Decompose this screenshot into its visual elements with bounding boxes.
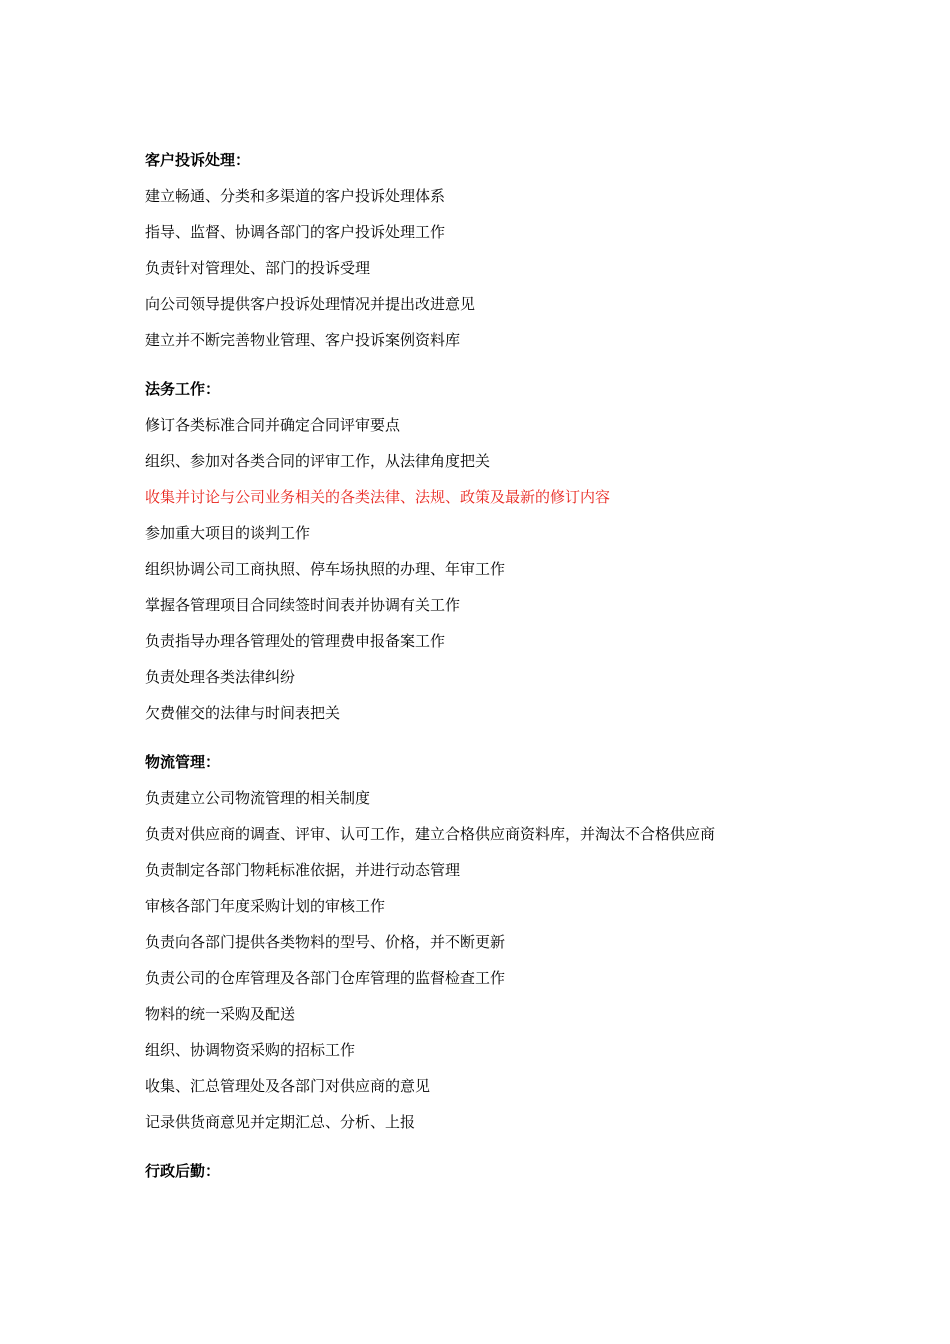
list-item: 负责公司的仓库管理及各部门仓库管理的监督检查工作 [145, 969, 506, 987]
list-item: 负责对供应商的调查、评审、认可工作，建立合格供应商资料库，并淘汰不合格供应商 [145, 825, 716, 843]
section-heading: 物流管理： [145, 753, 221, 771]
list-item: 记录供货商意见并定期汇总、分析、上报 [145, 1113, 416, 1131]
section-heading: 法务工作： [145, 380, 221, 398]
section-legal [145, 377, 845, 725]
list-item: 建立畅通、分类和多渠道的客户投诉处理体系 [145, 187, 446, 205]
section-admin-logistics [145, 1159, 845, 1183]
section-logistics [145, 750, 845, 1134]
list-item: 负责向各部门提供各类物料的型号、价格，并不断更新 [145, 933, 506, 951]
list-item: 负责建立公司物流管理的相关制度 [145, 789, 371, 807]
list-item: 负责处理各类法律纠纷 [145, 668, 296, 686]
section-customer-complaints [145, 148, 845, 352]
list-item: 掌握各管理项目合同续签时间表并协调有关工作 [145, 596, 461, 614]
document-page [145, 148, 845, 1208]
list-item: 欠费催交的法律与时间表把关 [145, 704, 341, 722]
list-item: 负责指导办理各管理处的管理费申报备案工作 [145, 632, 446, 650]
section-heading: 客户投诉处理： [145, 151, 251, 169]
list-item: 负责制定各部门物耗标准依据，并进行动态管理 [145, 861, 461, 879]
list-item: 收集、汇总管理处及各部门对供应商的意见 [145, 1077, 431, 1095]
list-item: 向公司领导提供客户投诉处理情况并提出改进意见 [145, 295, 476, 313]
list-item: 参加重大项目的谈判工作 [145, 524, 311, 542]
list-item: 指导、监督、协调各部门的客户投诉处理工作 [145, 223, 446, 241]
list-item: 负责针对管理处、部门的投诉受理 [145, 259, 371, 277]
list-item: 修订各类标准合同并确定合同评审要点 [145, 416, 401, 434]
section-heading: 行政后勤： [145, 1162, 221, 1180]
list-item: 物料的统一采购及配送 [145, 1005, 296, 1023]
list-item: 建立并不断完善物业管理、客户投诉案例资料库 [145, 331, 461, 349]
list-item: 组织、协调物资采购的招标工作 [145, 1041, 356, 1059]
list-item: 组织、参加对各类合同的评审工作，从法律角度把关 [145, 452, 491, 470]
list-item: 组织协调公司工商执照、停车场执照的办理、年审工作 [145, 560, 506, 578]
list-item: 审核各部门年度采购计划的审核工作 [145, 897, 386, 915]
highlighted-list-item: 收集并讨论与公司业务相关的各类法律、法规、政策及最新的修订内容 [145, 488, 611, 506]
